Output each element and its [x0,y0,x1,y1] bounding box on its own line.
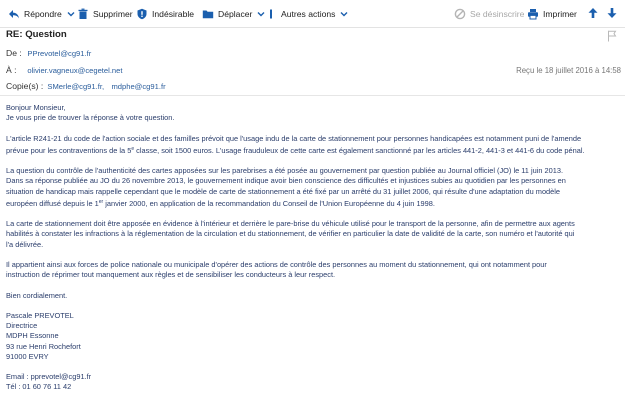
shield-icon [136,8,148,20]
block-icon [454,8,466,20]
more-actions-button[interactable] [265,6,348,22]
toolbar [0,0,625,28]
cc-address[interactable]: SMerle@cg91.fr, [47,82,105,91]
move-label: Déplacer [218,9,253,19]
chevron-down-icon[interactable] [67,10,75,18]
print-label: Imprimer [543,9,577,19]
folder-icon [202,8,214,20]
print-button[interactable] [527,6,577,22]
paragraph-4: Il appartient ainsi aux forces de police nationale ou municipale d'opérer des actions de contrôle des personnes au moment du stationnement, qui ont notamment pour instruction de réprimer tout manquement aux règles et de sensibiliser les conducteurs à leur respect. [6,259,547,280]
to-label: À : [6,65,17,75]
received-timestamp: Reçu le 18 juillet 2016 à 14:58 [516,66,621,75]
intro-line: Je vous prie de trouver la réponse à votre question. [6,113,175,123]
chevron-down-icon[interactable] [340,10,348,18]
signature-street: 93 rue Henri Rochefort [6,341,81,351]
arrow-up-icon[interactable] [587,7,599,19]
junk-label: Indésirable [152,9,195,19]
cc-label: Copie(s) : [6,81,44,91]
closing: Bien cordialement. [6,290,68,300]
delete-button[interactable] [77,6,133,22]
paragraph-1: L'article R241-21 du code de l'action sociale et des familles prévoit que l'usage indu de la carte de stationnement pour personnes handicapées est notamment puni de l'amende prévue pour les contraventions de la 5e classe, soit 1500 euros. L'usage frauduleux de cette carte est également sanctionné par les articles 441-2, 441-3 et 441-6 du code pénal. [6,133,585,155]
printer-icon [527,8,539,20]
paragraph-3: La carte de stationnement doit être apposée en évidence à l'intérieur et derrière le pare-brise du véhicule utilisé pour le transport de la personne, afin de permettre aux agents habilités à constater les infractions à la réglementation de la circulation et du stationnement, de vérifier en particulier la date de validité de la carte, son numéro et l'autorité qui l'a délivrée. [6,219,575,249]
list-icon [265,8,277,20]
signature-block [6,311,618,362]
message-subject: RE: Question [6,29,67,40]
signature-organization: MDPH Essonne [6,331,59,341]
from-address[interactable]: PPrevotel@cg91.fr [27,49,92,58]
more-actions-label: Autres actions [281,9,336,19]
reply-button[interactable] [8,6,75,22]
junk-button[interactable] [136,6,194,22]
reply-arrow-icon [8,8,20,20]
header-divider [0,95,625,96]
signature-phone: Tél : 01 60 76 11 42 [6,382,72,392]
unsubscribe-button[interactable] [454,6,524,22]
flag-icon[interactable] [607,30,617,42]
delete-label: Supprimer [93,9,133,19]
to-row [6,65,123,75]
contact-block [6,372,618,392]
greeting: Bonjour Monsieur, [6,103,66,112]
paragraph-2: La question du contrôle de l'authenticité des cartes apposées sur les parebrises a été posée au gouvernement par question publiée au Journal officiel (JO) le 11 juin 2013. Dans sa réponse publiée au JO du 26 novembre 2013, le gouvernement indique avoir bien conscience des difficultés et injustices subies au quotidien par les personnes en situation de handicap mais rappelle cependant que le modèle de carte de stationnement a été fixé par un arrêté du 31 juillet 2006, qui résulte d'une adaptation du modèle européen diffusé depuis le 1er janvier 2000, en application de la recommandation du Conseil de l'Union Européenne du 4 juin 1998. [6,166,566,208]
from-row [6,48,91,58]
signature-city: 91000 EVRY [6,351,49,361]
from-label: De : [6,48,22,58]
cc-row [6,81,166,91]
unsubscribe-label: Se désinscrire [470,9,525,19]
message-body [6,103,618,393]
cc-address[interactable]: mdphe@cg91.fr [111,82,166,91]
reply-label: Répondre [24,9,62,19]
arrow-down-icon[interactable] [606,7,618,19]
signature-name: Pascale PREVOTEL [6,310,74,320]
trash-icon [77,8,89,20]
to-address[interactable]: olivier.vagneux@cegetel.net [27,66,123,75]
signature-title: Directrice [6,321,38,331]
signature-email[interactable]: Email : pprevotel@cg91.fr [6,372,92,382]
move-button[interactable] [202,6,265,22]
